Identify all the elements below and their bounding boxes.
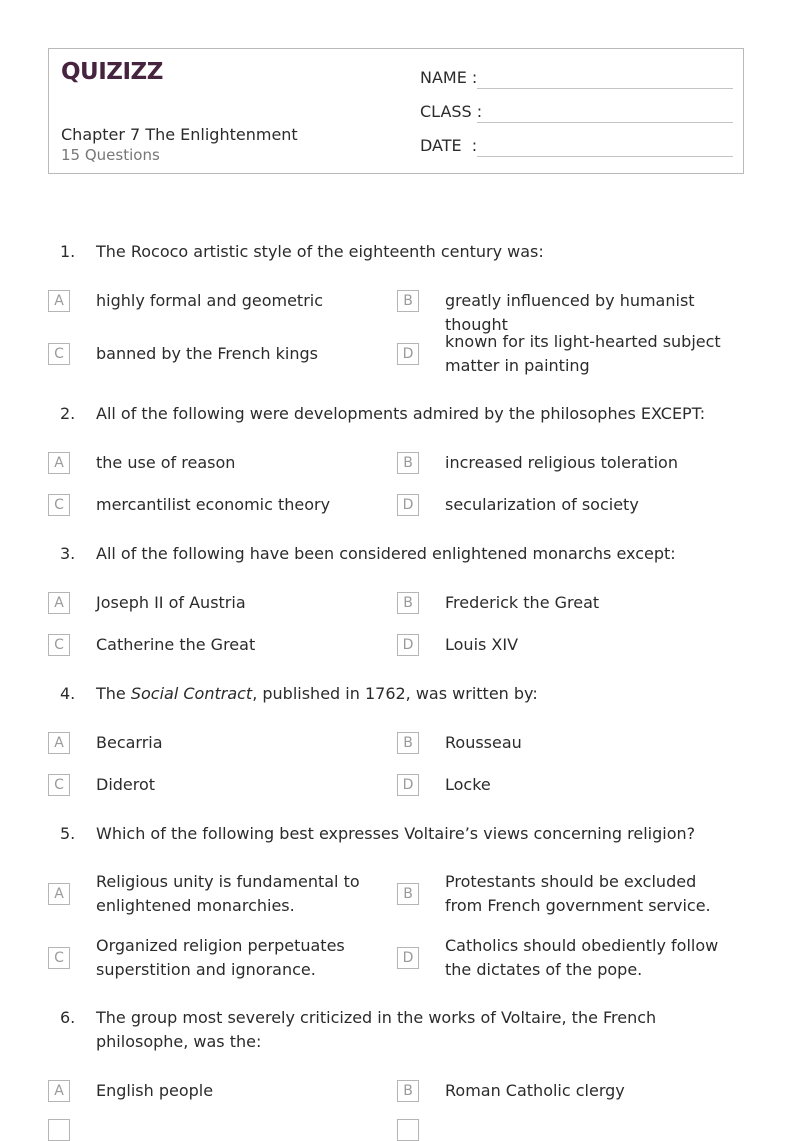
option-b-text: Roman Catholic clergy <box>445 1081 625 1100</box>
question-stem: The group most severely criticized in the works of Voltaire, the French philosophe, was the: <box>96 1008 657 1051</box>
option-c-text: Organized religion perpetuates superstition and ignorance. <box>96 936 345 979</box>
option-a-text: highly formal and geometric <box>96 291 324 310</box>
question-stem: Which of the following best expresses Voltaire’s views concerning religion? <box>96 824 696 843</box>
option-d-box[interactable]: D <box>397 774 419 796</box>
option-a-text: Joseph II of Austria <box>96 593 246 612</box>
name-label: NAME : <box>420 68 478 87</box>
question-count: 15 Questions <box>61 146 160 164</box>
option-a-box[interactable]: A <box>48 290 70 312</box>
option-b-box[interactable]: B <box>397 732 419 754</box>
option-c-box[interactable]: C <box>48 343 70 365</box>
option-d-text: Catholics should obediently follow the dictates of the pope. <box>445 936 719 979</box>
option-d-text: Louis XIV <box>445 635 519 654</box>
question-number: 2. <box>60 404 76 423</box>
question-stem: The Rococo artistic style of the eighteenth century was: <box>96 242 544 261</box>
option-c-box-partial[interactable] <box>48 1119 70 1141</box>
question-stem: All of the following were developments admired by the philosophes EXCEPT: <box>96 404 706 423</box>
option-a-box[interactable]: A <box>48 592 70 614</box>
option-b-box[interactable]: B <box>397 290 419 312</box>
option-b-text: greatly influenced by humanist thought <box>445 291 695 334</box>
book-title: Social Contract <box>130 684 253 703</box>
question-number: 4. <box>60 684 76 703</box>
stem-pre: The <box>96 684 131 703</box>
question-stem <box>96 682 746 706</box>
question-number: 1. <box>60 242 76 261</box>
option-d-box[interactable]: D <box>397 343 419 365</box>
class-line[interactable] <box>477 122 733 123</box>
option-a-text: English people <box>96 1081 214 1100</box>
option-b-text: increased religious toleration <box>445 453 678 472</box>
option-d-text: secularization of society <box>445 495 639 514</box>
option-a-box[interactable]: A <box>48 452 70 474</box>
option-a-text: Religious unity is fundamental to enlightened monarchies. <box>96 872 360 915</box>
option-a-box[interactable]: A <box>48 883 70 905</box>
option-d-text: known for its light-hearted subject matter in painting <box>445 332 721 375</box>
name-line[interactable] <box>477 88 733 89</box>
option-c-text: Diderot <box>96 775 156 794</box>
option-c-box[interactable]: C <box>48 947 70 969</box>
option-d-box[interactable]: D <box>397 947 419 969</box>
option-b-text: Rousseau <box>445 733 522 752</box>
option-c-box[interactable]: C <box>48 494 70 516</box>
question-number: 3. <box>60 544 76 563</box>
option-b-box[interactable]: B <box>397 1080 419 1102</box>
option-d-box[interactable]: D <box>397 634 419 656</box>
option-b-box[interactable]: B <box>397 883 419 905</box>
option-a-box[interactable]: A <box>48 1080 70 1102</box>
option-c-text: mercantilist economic theory <box>96 495 331 514</box>
option-c-box[interactable]: C <box>48 634 70 656</box>
question-number: 6. <box>60 1008 76 1027</box>
option-a-text: the use of reason <box>96 453 236 472</box>
option-d-text: Locke <box>445 775 491 794</box>
option-c-text: Catherine the Great <box>96 635 256 654</box>
stem-post: , published in 1762, was written by: <box>252 684 538 703</box>
quizizz-logo: QUIZIZZ <box>61 59 163 85</box>
option-b-box[interactable]: B <box>397 592 419 614</box>
worksheet-header <box>48 48 744 174</box>
date-line[interactable] <box>477 156 733 157</box>
option-c-box[interactable]: C <box>48 774 70 796</box>
option-d-box[interactable]: D <box>397 494 419 516</box>
option-b-text: Protestants should be excluded from French government service. <box>445 872 711 915</box>
class-label: CLASS : <box>420 102 483 121</box>
option-a-text: Becarria <box>96 733 163 752</box>
question-number: 5. <box>60 824 76 843</box>
option-c-text: banned by the French kings <box>96 344 318 363</box>
option-b-box[interactable]: B <box>397 452 419 474</box>
option-a-box[interactable]: A <box>48 732 70 754</box>
worksheet-title: Chapter 7 The Enlightenment <box>61 125 298 144</box>
option-d-box-partial[interactable] <box>397 1119 419 1141</box>
question-stem: All of the following have been considered enlightened monarchs except: <box>96 544 676 563</box>
date-label: DATE : <box>420 136 478 155</box>
option-b-text: Frederick the Great <box>445 593 600 612</box>
